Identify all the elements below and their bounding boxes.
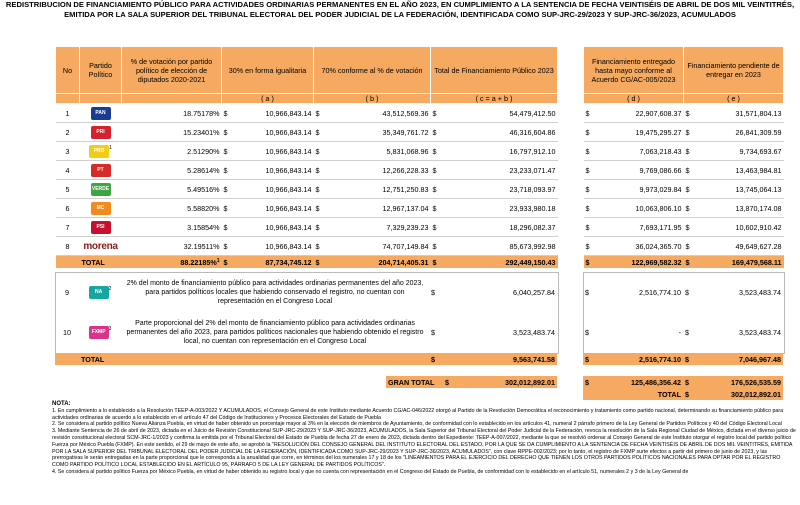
currency-sign: $ bbox=[684, 199, 696, 218]
amount-e: 10,602,910.42 bbox=[696, 218, 784, 237]
party-row bbox=[56, 123, 558, 142]
amount-e: 26,841,309.59 bbox=[696, 123, 784, 142]
currency-sign: $ bbox=[222, 180, 236, 199]
party-logo-cell: NA $^2$ bbox=[79, 272, 121, 312]
currency-sign: $ bbox=[431, 123, 445, 142]
header-total: Total de Financiamiento Público 2023 bbox=[431, 47, 558, 94]
party-row bbox=[56, 180, 558, 199]
amount-d: 9,769,086.66 bbox=[596, 161, 684, 180]
amount-e: 13,745,064.13 bbox=[696, 180, 784, 199]
row-number: 5 bbox=[56, 180, 80, 199]
header-no: No bbox=[56, 47, 80, 94]
party-row-right bbox=[584, 218, 784, 237]
vote-pct: 15.23401% bbox=[122, 123, 222, 142]
extra-row-table bbox=[55, 312, 557, 352]
amount-d: 19,475,295.27 bbox=[596, 123, 684, 142]
amount-a: 10,966,843.14 bbox=[236, 104, 314, 123]
party-logo-cell bbox=[80, 237, 122, 256]
row-number: 2 bbox=[56, 123, 80, 142]
party-row bbox=[56, 104, 558, 123]
right-table bbox=[583, 46, 784, 268]
party-row-right bbox=[584, 104, 784, 123]
right-gran-total-table: $ 125,486,356.42 $ 176,526,535.59 TOTAL $ 302,012,892.01 bbox=[585, 377, 781, 399]
note-item: 3. Mediante Sentencia de 26 de abril de 2023, dictada en el Juicio de Revisión Constitucional SUP-JRC-29/2023 Y SUP-JRC-36/2023, ACUMULADOS, la Sala Superior del Tribunal Electoral del Poder Judicial de la Federación, revoca la resolución de la Sala Regional Ciudad de México, dictada en el diverso juicio de revisión constitucional electoral SCM-JRC-1/2023 y confirma la emitida por el Tribunal Electoral del Estado de Puebla de fecha 27 de enero de 2023, dictada dentro del Expediente: TEEP-A-007/2022, mediante la que se resolvió ordenar al Consejo General de este Instituto otorgar el registro local del partido político Fuerza por México Puebla (FXMP). En este sentido, el 29 de mayo de este año, se aprobó la "RESOLUCIÓN DEL CONSEJO GENERAL DEL INSTITUTO ELECTORAL DEL ESTADO, POR LA QUE SE DA CUMPLIMIENTO A LA SENTENCIA DE FECHA VEINTISÉIS DE ABRIL DE DOS MIL VEINTITRÉS, EMITIDA POR LA SALA SUPERIOR DEL TRIBUNAL ELECTORAL DEL PODER JUDICIAL DE LA FEDERACIÓN, IDENTIFICADA COMO SUP-JRC-29/2023 Y SUP-JRC-36/2023, ACUMULADOS", con clave RPPE-002/2023; por lo tanto, el registro de FXMP surte efectos a partir del primero de junio de 2023, y las prerrogativas le serán entregadas en la parte proporcional que le corresponda a la anualidad que corre, en términos del los numerales 17 y 18 de los "LINEAMIENTOS PARA EL EJERCICIO DEL DERECHO QUE TIENEN LOS OTROS PARTIDOS POLÍTICOS NACIONALES PARA OPTAR POR EL REGISTRO COMO PARTIDO POLÍTICO LOCAL ESTABLECIDO EN EL ARTÍCULO 95, PÁRRAFO 5 DE LA LEY GENERAL DE PARTIDOS POLÍTICOS". bbox=[52, 428, 796, 469]
extra-row-right-table bbox=[583, 312, 783, 352]
currency-sign: $ bbox=[222, 104, 236, 123]
amount-b: 43,512,569.36 bbox=[328, 104, 431, 123]
amount-d: 10,063,806.10 bbox=[596, 199, 684, 218]
header-a: ( a ) bbox=[222, 94, 314, 104]
amount-d: 2,516,774.10 bbox=[639, 287, 681, 297]
party-row bbox=[56, 199, 558, 218]
currency-sign: $ bbox=[585, 287, 589, 297]
vote-pct: 5.28614% bbox=[122, 161, 222, 180]
vote-pct: 3.15854% bbox=[122, 218, 222, 237]
amount-c: 23,718,093.97 bbox=[445, 180, 558, 199]
currency-sign: $ bbox=[222, 237, 236, 256]
row-description: Parte proporcional del 2% del monto de financiamiento público para actividades ordinarias permanentes del año 2023, para partidos políticos nacionales que habiendo obtenido el registro local, no cuentan con representación en el Congreso Local bbox=[126, 319, 424, 345]
header-pendiente: Financiamiento pendiente de entregar en 2023 bbox=[684, 47, 784, 94]
party-logo-icon: morena bbox=[83, 240, 118, 252]
currency-sign: $ bbox=[684, 180, 696, 199]
party-logo-cell bbox=[80, 180, 122, 199]
amount-c: 3,523,483.74 bbox=[513, 327, 555, 337]
currency-sign: $ bbox=[585, 327, 589, 337]
amount-b: 35,349,761.72 bbox=[328, 123, 431, 142]
row-number: 7 bbox=[56, 218, 80, 237]
amount-d: 36,024,365.70 bbox=[596, 237, 684, 256]
extra-row-right-table bbox=[583, 272, 783, 312]
amount-a: 10,966,843.14 bbox=[236, 218, 314, 237]
amount-b: 12,266,228.33 bbox=[328, 161, 431, 180]
party-logo-icon: PSI bbox=[91, 221, 111, 234]
vote-pct: 32.19511% bbox=[122, 237, 222, 256]
amount-a: 10,966,843.14 bbox=[236, 237, 314, 256]
right-total-row-2-table: $ 2,516,774.10 $ 7,046,967.48 bbox=[585, 354, 781, 364]
party-logo-icon: MC bbox=[91, 202, 111, 215]
row-number: 10 bbox=[63, 327, 71, 337]
party-logo-cell bbox=[80, 161, 122, 180]
note-item: 1. En cumplimiento a lo establecido a la Resolución TEEP-A-003/2022 Y ACUMULADOS, el Consejo General de este Instituto mediante Acuerdo CG/AC-046/2022 otorgó al Partido de la Revolución Democrática el reconocimiento y tratamiento como partido nacional, determinando su financiamiento público para actividades ordinarias de acuerdo a lo establecido en el artículo 47 del Código de Instituciones y Procesos Electorales del Estado de Puebla bbox=[52, 407, 784, 421]
amount-c: 85,673,992.98 bbox=[445, 237, 558, 256]
currency-sign: $ bbox=[222, 161, 236, 180]
currency-sign: $ bbox=[584, 123, 596, 142]
party-row-right bbox=[584, 180, 784, 199]
currency-sign: $ bbox=[684, 218, 696, 237]
amount-a: 10,966,843.14 bbox=[236, 180, 314, 199]
header-e: ( e ) bbox=[684, 94, 784, 104]
currency-sign: $ bbox=[222, 123, 236, 142]
currency-sign: $ bbox=[222, 142, 236, 161]
amount-b: 12,967,137.04 bbox=[328, 199, 431, 218]
currency-sign: $ bbox=[584, 104, 596, 123]
currency-sign: $ bbox=[431, 104, 445, 123]
vote-pct: 18.75178% bbox=[122, 104, 222, 123]
currency-sign: $ bbox=[584, 199, 596, 218]
amount-a: 10,966,843.14 bbox=[236, 142, 314, 161]
amount-a: 10,966,843.14 bbox=[236, 123, 314, 142]
amount-a: 10,966,843.14 bbox=[236, 161, 314, 180]
extra-row bbox=[55, 272, 557, 312]
header-cab: ( c = a + b ) bbox=[431, 94, 558, 104]
party-row bbox=[56, 142, 558, 161]
row-number: 3 bbox=[56, 142, 80, 161]
amount-e: 13,870,174.08 bbox=[696, 199, 784, 218]
amount-e: 31,571,804.13 bbox=[696, 104, 784, 123]
currency-sign: $ bbox=[314, 161, 328, 180]
amount-d: 7,063,218.43 bbox=[596, 142, 684, 161]
vote-pct: 2.51290% bbox=[122, 142, 222, 161]
header-pct: % de votación por partido político de elección de diputados 2020-2021 bbox=[122, 47, 222, 94]
party-row-right bbox=[584, 237, 784, 256]
party-logo-cell bbox=[80, 218, 122, 237]
header-d: ( d ) bbox=[584, 94, 684, 104]
party-logo-cell bbox=[80, 123, 122, 142]
document-title: REDISTRIBUCION DE FINANCIAMIENTO PÚBLICO PARA ACTIVIDADES ORDINARIAS PERMANENTES EN EL AÑO 2023, EN CUMPLIMIENTO A LA SENTENCIA DE FECHA VEINTISÉIS DE ABRIL DE DOS MIL VEINTITRÉS, EMITIDA POR LA SALA SUPERIOR DEL TRIBUNAL ELECTORAL DEL PODER JUDICIAL DE LA FEDERACIÓN, IDENTIFICADA COMO SUP-JRC-29/2023 Y SUP-JRC-36/2023, ACUMULADOS bbox=[5, 0, 795, 19]
amount-d: - bbox=[678, 327, 681, 337]
currency-sign: $ bbox=[584, 142, 596, 161]
party-row-right bbox=[584, 142, 784, 161]
amount-b: 74,707,149.84 bbox=[328, 237, 431, 256]
amount-c: 54,479,412.50 bbox=[445, 104, 558, 123]
currency-sign: $ bbox=[431, 237, 445, 256]
note-item: 4. Se considera al partido político Fuerza por México Puebla, en virtud de haber obtenido su registro local y que no cuenta con representación en el Congreso del Estado de Puebla, de conformidad con lo establecido en el artículo 51, numerales 2 y 3 de la Ley General de bbox=[52, 468, 689, 475]
currency-sign: $ bbox=[222, 199, 236, 218]
total-row-2: TOTAL $ 9,563,741.58 bbox=[55, 353, 557, 365]
amount-e: 9,734,693.67 bbox=[696, 142, 784, 161]
amount-d: 22,907,608.37 bbox=[596, 104, 684, 123]
currency-sign: $ bbox=[685, 287, 689, 297]
party-logo-cell bbox=[80, 104, 122, 123]
currency-sign: $ bbox=[314, 123, 328, 142]
amount-c: 16,797,912.10 bbox=[445, 142, 558, 161]
currency-sign: $ bbox=[684, 161, 696, 180]
currency-sign: $ bbox=[314, 237, 328, 256]
currency-sign: $ bbox=[584, 161, 596, 180]
extra-row-table bbox=[55, 272, 557, 312]
party-row-right bbox=[584, 199, 784, 218]
extra-row bbox=[55, 312, 557, 352]
row-number: 6 bbox=[56, 199, 80, 218]
header-b: ( b ) bbox=[314, 94, 431, 104]
final-total-row: TOTAL $ 302,012,892.01 bbox=[583, 388, 783, 400]
main-table bbox=[55, 46, 558, 268]
vote-pct: 5.49516% bbox=[122, 180, 222, 199]
currency-sign: $ bbox=[685, 327, 689, 337]
currency-sign: $ bbox=[684, 142, 696, 161]
amount-e: 3,523,483.74 bbox=[739, 327, 781, 337]
row-number: 1 bbox=[56, 104, 80, 123]
party-logo-icon: VERDE bbox=[91, 183, 111, 196]
currency-sign: $ bbox=[314, 142, 328, 161]
party-logo-icon: FXMP bbox=[89, 326, 109, 339]
currency-sign: $ bbox=[431, 142, 445, 161]
row-number: 4 bbox=[56, 161, 80, 180]
note-item: 2. Se considera al partido político Nueva Alianza Puebla, en virtud de haber obtenido un porcentaje mayor al 3% en la elección de miembros de Ayuntamiento, de conformidad con lo establecido en los artículos 41, numeral 2 párrafo primero de la Ley General de Partidos Políticos y 40 del Código Electoral Local bbox=[52, 421, 782, 428]
currency-sign: $ bbox=[431, 287, 435, 297]
notes-section bbox=[52, 401, 797, 476]
amount-d: 7,693,171.95 bbox=[596, 218, 684, 237]
row-number: 8 bbox=[56, 237, 80, 256]
header-igual: 30% en forma igualitaria bbox=[222, 47, 314, 94]
currency-sign: $ bbox=[431, 199, 445, 218]
amount-c: 23,233,071.47 bbox=[445, 161, 558, 180]
amount-c: 6,040,257.84 bbox=[513, 287, 555, 297]
currency-sign: $ bbox=[314, 104, 328, 123]
currency-sign: $ bbox=[684, 123, 696, 142]
party-row bbox=[56, 237, 558, 256]
party-row-right bbox=[584, 123, 784, 142]
gran-total-row: GRAN TOTAL $ 302,012,892.01 bbox=[388, 377, 555, 387]
party-logo-cell: FXMP $^3$ bbox=[79, 312, 121, 352]
party-logo-cell bbox=[80, 199, 122, 218]
party-logo-icon: PRI bbox=[91, 126, 111, 139]
currency-sign: $ bbox=[584, 218, 596, 237]
row-description: 2% del monto de financiamiento público para actividades ordinarias permanentes del año 2023, para partidos políticos locales que habiendo conservado el registro, no cuentan con representación en el Congreso Local bbox=[126, 279, 424, 305]
notes-title: NOTA: bbox=[52, 401, 71, 407]
amount-c: 23,933,980.18 bbox=[445, 199, 558, 218]
amount-d: 9,973,029.84 bbox=[596, 180, 684, 199]
party-logo-icon: PT bbox=[91, 164, 111, 177]
amount-e: 13,463,984.81 bbox=[696, 161, 784, 180]
currency-sign: $ bbox=[431, 161, 445, 180]
currency-sign: $ bbox=[222, 218, 236, 237]
party-logo-icon: PRD bbox=[89, 145, 109, 158]
currency-sign: $ bbox=[314, 199, 328, 218]
party-logo-cell: PRD $^1$ bbox=[80, 142, 122, 161]
amount-c: 46,316,604.86 bbox=[445, 123, 558, 142]
party-logo-icon: NA bbox=[89, 286, 109, 299]
amount-a: 10,966,843.14 bbox=[236, 199, 314, 218]
gran-total-table bbox=[386, 376, 557, 388]
currency-sign: $ bbox=[431, 180, 445, 199]
currency-sign: $ bbox=[684, 104, 696, 123]
currency-sign: $ bbox=[314, 218, 328, 237]
currency-sign: $ bbox=[584, 237, 596, 256]
row-number: 9 bbox=[65, 287, 69, 297]
amount-b: 7,329,239.23 bbox=[328, 218, 431, 237]
header-entregado: Financiamiento entregado hasta mayo conforme al Acuerdo CG/AC-005/2023 bbox=[584, 47, 684, 94]
total-row-1: TOTAL 88.22185%$^1$ $ 87,734,745.12 $ 204,714,405.31 $ 292,449,150.43 bbox=[56, 256, 558, 269]
currency-sign: $ bbox=[684, 237, 696, 256]
header-partido: Partido Político bbox=[80, 47, 122, 94]
party-row bbox=[56, 218, 558, 237]
total-row-2-table bbox=[55, 353, 557, 365]
amount-b: 12,751,250.83 bbox=[328, 180, 431, 199]
amount-b: 5,831,068.96 bbox=[328, 142, 431, 161]
header-conforme: 70% conforme al % de votación bbox=[314, 47, 431, 94]
amount-e: 49,649,627.28 bbox=[696, 237, 784, 256]
party-row-right bbox=[584, 161, 784, 180]
party-row bbox=[56, 161, 558, 180]
amount-e: 3,523,483.74 bbox=[739, 287, 781, 297]
currency-sign: $ bbox=[314, 180, 328, 199]
currency-sign: $ bbox=[584, 180, 596, 199]
right-total-row-1: $ 122,969,582.32 $ 169,479,568.11 bbox=[585, 257, 782, 267]
party-logo-icon: PAN bbox=[91, 107, 111, 120]
total-pct: 88.22185%$^1$ bbox=[122, 256, 222, 269]
vote-pct: 5.58820% bbox=[122, 199, 222, 218]
currency-sign: $ bbox=[431, 327, 435, 337]
amount-c: 18,296,082.37 bbox=[445, 218, 558, 237]
currency-sign: $ bbox=[431, 218, 445, 237]
